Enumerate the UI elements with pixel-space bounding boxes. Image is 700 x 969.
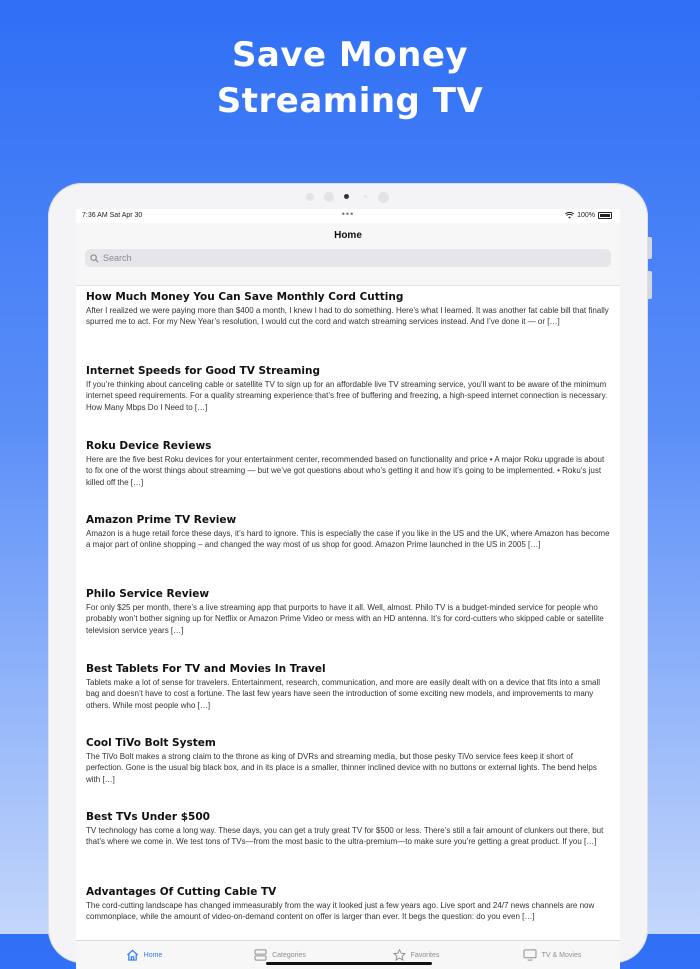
article-excerpt: For only $25 per month, there’s a live streaming app that purports to have it all. Well, almost. Philo TV is a budget-minded service for people who probably won’t bother signing up for Netflix or Amazon Prime Video or mess with an HD antenna. It’s for cord-cutters who skipped cable or satellite television service years […] — [86, 603, 604, 635]
tab-bar — [76, 940, 620, 969]
article-excerpt: If you’re thinking about canceling cable or satellite TV to sign up for an affordable live TV streaming service, you’ll want to be aware of the minimum internet speed requirements. For a quality streaming experience that’s free of buffering and freezing, a high-speed internet connection is necessary. How Many Mbps Do I Need to […] — [86, 380, 608, 412]
list-item[interactable] — [86, 439, 610, 488]
status-right — [565, 212, 612, 219]
volume-up-button — [648, 237, 652, 259]
article-excerpt: The cord-cutting landscape has changed immeasurably from the way it looked just a few years ago. Live sport and 24/7 news channels are now commonplace, while the amount of video-on-demand content on offer is larger than ever. It begs the question: do you even […] — [86, 901, 595, 922]
list-item[interactable] — [86, 810, 610, 848]
article-list — [76, 286, 620, 941]
list-item[interactable] — [86, 736, 610, 785]
article-title[interactable]: Philo Service Review — [86, 588, 210, 600]
search-input[interactable]: Search — [103, 253, 132, 263]
wifi-icon — [565, 212, 574, 219]
list-item[interactable] — [86, 662, 610, 711]
article-title[interactable]: How Much Money You Can Save Monthly Cord Cutting — [86, 291, 404, 303]
article-title[interactable]: Amazon Prime TV Review — [86, 514, 237, 526]
status-time: 7:36 AM Sat Apr 30 — [82, 212, 143, 219]
tab-label: Favorites — [410, 951, 440, 959]
article-title[interactable]: Advantages Of Cutting Cable TV — [86, 886, 277, 898]
article-title[interactable]: Cool TiVo Bolt System — [86, 737, 216, 749]
article-excerpt: TV technology has come a long way. These days, you can get a truly great TV for $500 or less. There’s still a fair amount of clunkers out there, but that’s where we come in. We test tons of TVs—from the most basic to the ultra-premium—to make sure you’re getting a great product. If you […] — [86, 826, 604, 847]
tab-label: TV & Movies — [541, 951, 582, 959]
promo-headline — [0, 32, 700, 124]
article-excerpt: The TiVo Bolt makes a strong claim to the throne as king of DVRs and streaming media, but those pesky TiVo service fees keep it short of perfection. Gone is the usual big black box, and in its place is a smaller, thinner inclined device with no buttons or external lights. The bend helps with […] — [86, 752, 597, 784]
article-excerpt: Tablets make a lot of sense for travelers. Entertainment, research, communication, and more are easily dealt with on a device that fits into a small bag and doesn’t have to cost a fortune. The last few years have seen the introduction of some exciting new models, and improvements to many others. While most people who […] — [86, 678, 601, 710]
battery-icon — [598, 212, 612, 219]
search-bar[interactable] — [85, 249, 611, 267]
battery-percent: 100% — [577, 212, 595, 219]
article-title[interactable]: Internet Speeds for Good TV Streaming — [86, 365, 320, 377]
tablet-device-frame — [48, 183, 648, 963]
house-icon — [126, 949, 139, 961]
star-icon — [393, 949, 406, 961]
list-item[interactable] — [86, 587, 610, 636]
categories-icon — [254, 949, 267, 961]
list-item[interactable] — [86, 364, 610, 413]
article-excerpt: After I realized we were paying more than $400 a month, I knew I had to do something. Here’s what I learned. It was another fat cable bill that finally spurred me to act. For my New Year’s resolution, I would cut the cord and watch streaming services instead. And I’ve done it — or […] — [86, 306, 609, 327]
multitask-dots-icon[interactable]: ••• — [341, 209, 355, 219]
status-bar — [76, 209, 620, 223]
article-excerpt: Amazon is a huge retail force these days, it’s hard to ignore. This is especially the case if you like in the US and the UK, where Amazon has become a major part of online shopping – and changed the way most of us shop for good. Amazon Prime launched in the US in 2005 […] — [86, 529, 610, 550]
front-camera-icon — [344, 194, 349, 199]
tab-home[interactable] — [76, 941, 212, 969]
tab-label: Home — [143, 951, 163, 959]
tab-tv-movies[interactable] — [484, 941, 620, 969]
article-title[interactable]: Best Tablets For TV and Movies In Travel — [86, 663, 326, 675]
app-screen — [76, 209, 620, 969]
search-icon — [90, 254, 99, 263]
article-title[interactable]: Best TVs Under $500 — [86, 811, 210, 823]
tv-icon — [523, 949, 537, 961]
list-item[interactable] — [86, 290, 610, 328]
volume-down-button — [648, 271, 652, 299]
tab-label: Categories — [272, 951, 306, 959]
list-item[interactable] — [86, 513, 610, 551]
article-excerpt: Here are the five best Roku devices for your entertainment center, recommended based on functionality and price • A major Roku upgrade is about to fix one of the worst things about streaming — but we’ve got questions about who’s getting it and how it’s going to be implemented. • Roku’s just killed off the […] — [86, 455, 605, 487]
list-item[interactable] — [86, 885, 610, 923]
navigation-bar — [76, 223, 620, 286]
home-indicator[interactable] — [266, 962, 432, 965]
promo-headline-line1: Save Money — [231, 35, 469, 75]
article-title[interactable]: Roku Device Reviews — [86, 440, 212, 452]
page-title: Home — [334, 230, 362, 241]
promo-headline-line2: Streaming TV — [216, 81, 484, 121]
front-camera-array — [48, 193, 648, 203]
